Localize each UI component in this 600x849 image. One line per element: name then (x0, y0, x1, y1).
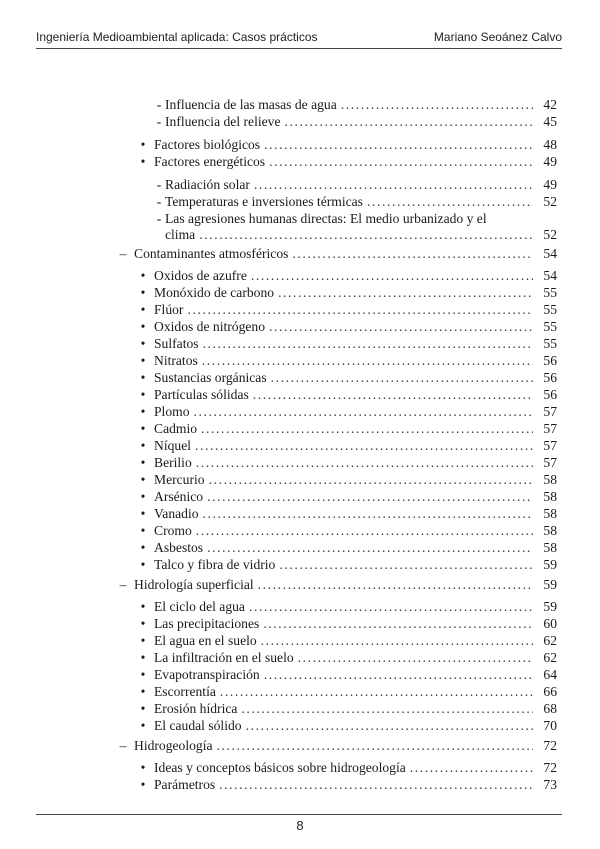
toc-title: Asbestos (154, 540, 204, 555)
toc-title: Hidrología superficial (134, 577, 254, 592)
toc-marker: • (140, 650, 146, 665)
toc-section (116, 737, 557, 754)
toc-page-number: 58 (543, 506, 557, 521)
toc-marker: – (119, 738, 127, 753)
toc-title: Oxidos de nitrógeno (154, 319, 266, 334)
toc-marker: • (140, 557, 146, 572)
toc-entry (136, 301, 557, 318)
toc-page-number: 58 (543, 523, 557, 538)
toc-marker: • (140, 285, 146, 300)
dot-leader (258, 576, 533, 593)
dot-leader (207, 539, 533, 556)
toc-marker: • (140, 387, 146, 402)
dot-leader (201, 420, 533, 437)
toc-entry (136, 522, 557, 539)
dot-leader (187, 301, 533, 318)
toc-title: Radiación solar (165, 177, 250, 192)
toc-marker: • (140, 353, 146, 368)
toc-page-number: 60 (543, 616, 557, 631)
toc-marker: • (140, 319, 146, 334)
toc-entry (136, 683, 557, 700)
toc-entry (136, 759, 557, 776)
toc-title: Las precipitaciones (154, 616, 260, 631)
toc-page-number: 55 (543, 285, 557, 300)
toc-page-number: 42 (543, 97, 557, 112)
toc-page-number: 54 (543, 246, 557, 261)
toc-page-number: 73 (543, 777, 557, 792)
toc-title: El ciclo del agua (154, 599, 245, 614)
dot-leader (271, 369, 533, 386)
toc-title: Contaminantes atmosféricos (134, 246, 289, 261)
toc-entry (136, 488, 557, 505)
toc-title: Factores biológicos (154, 137, 261, 152)
dot-leader (207, 488, 533, 505)
toc-marker: • (140, 404, 146, 419)
toc-page-number: 56 (543, 370, 557, 385)
toc-entry (136, 649, 557, 666)
toc-entry (136, 437, 557, 454)
dot-leader (196, 454, 533, 471)
dot-leader (341, 96, 533, 113)
dot-leader (195, 437, 533, 454)
dot-leader (367, 193, 533, 210)
toc-marker: • (140, 472, 146, 487)
toc-page-number: 59 (543, 557, 557, 572)
toc-title: Berilio (154, 455, 192, 470)
dot-leader (410, 759, 533, 776)
dot-leader (246, 717, 533, 734)
toc-entry (136, 700, 557, 717)
toc-entry (136, 335, 557, 352)
dot-leader (279, 556, 533, 573)
book-title: Ingeniería Medioambiental aplicada: Casos prácticos (36, 30, 318, 44)
dot-leader (220, 683, 533, 700)
toc-title: Flúor (154, 302, 184, 317)
toc-marker: • (140, 268, 146, 283)
toc-page-number: 56 (543, 387, 557, 402)
toc-marker: • (140, 489, 146, 504)
toc-title: Escorrentía (154, 684, 216, 699)
toc-marker: • (140, 137, 146, 152)
dot-leader (249, 598, 533, 615)
toc-entry (136, 598, 557, 615)
dot-leader (298, 649, 533, 666)
toc-title: Influencia del relieve (165, 114, 281, 129)
toc-page-number: 58 (543, 489, 557, 504)
toc-marker: • (140, 540, 146, 555)
toc-page-number: 57 (543, 421, 557, 436)
toc-title: Evapotranspiración (154, 667, 260, 682)
dot-leader (251, 267, 533, 284)
toc-entry (136, 386, 557, 403)
dot-leader (217, 737, 533, 754)
toc-marker: - (156, 97, 162, 112)
dot-leader (219, 776, 533, 793)
toc-page-number: 72 (543, 760, 557, 775)
toc-title: Sustancias orgánicas (154, 370, 267, 385)
toc-page-number: 57 (543, 438, 557, 453)
toc-marker: • (140, 506, 146, 521)
toc-page-number: 49 (543, 154, 557, 169)
toc-entry (136, 666, 557, 683)
dot-leader (284, 113, 533, 130)
toc-entry (136, 267, 557, 284)
toc-title: Factores energéticos (154, 154, 266, 169)
dot-leader (264, 666, 533, 683)
toc-marker: • (140, 370, 146, 385)
toc-title: Nitratos (154, 353, 198, 368)
dot-leader (196, 522, 533, 539)
toc-entry (136, 776, 557, 793)
toc-page-number: 68 (543, 701, 557, 716)
toc-title: Parámetros (154, 777, 216, 792)
toc-marker: • (140, 633, 146, 648)
toc-entry (155, 193, 557, 210)
toc-title: Vanadio (154, 506, 199, 521)
toc-entry (155, 210, 557, 227)
toc-title: Monóxido de carbono (154, 285, 275, 300)
toc-title: El agua en el suelo (154, 633, 257, 648)
toc-entry (136, 454, 557, 471)
toc-marker: - (156, 177, 162, 192)
toc-marker: • (140, 523, 146, 538)
toc-title: Níquel (154, 438, 191, 453)
toc-marker: • (140, 777, 146, 792)
toc-page-number: 52 (543, 194, 557, 209)
toc-section (116, 576, 557, 593)
toc-page-number: 58 (543, 472, 557, 487)
toc-entry (136, 420, 557, 437)
toc-title: clima (165, 227, 196, 242)
toc-entry (136, 717, 557, 734)
toc-marker: • (140, 599, 146, 614)
toc-page-number: 64 (543, 667, 557, 682)
toc-entry (136, 632, 557, 649)
footer-rule (36, 814, 562, 815)
toc-entry (136, 136, 557, 153)
dot-leader (209, 471, 533, 488)
toc-title: Plomo (154, 404, 190, 419)
toc-page-number: 57 (543, 455, 557, 470)
toc-entry (136, 539, 557, 556)
toc-page-number: 72 (543, 738, 557, 753)
toc-title: La infiltración en el suelo (154, 650, 294, 665)
dot-leader (253, 386, 533, 403)
toc-section (116, 245, 557, 262)
toc-marker: • (140, 684, 146, 699)
toc-title: El caudal sólido (154, 718, 242, 733)
toc-page-number: 57 (543, 404, 557, 419)
toc-page-number: 55 (543, 302, 557, 317)
toc-page-number: 70 (543, 718, 557, 733)
dot-leader (269, 318, 533, 335)
dot-leader (203, 335, 533, 352)
toc-title: Sulfatos (154, 336, 199, 351)
toc-page-number: 62 (543, 633, 557, 648)
toc-entry (136, 471, 557, 488)
dot-leader (263, 615, 533, 632)
toc-title: Mercurio (154, 472, 205, 487)
dot-leader (194, 403, 533, 420)
toc-title: Cadmio (154, 421, 198, 436)
toc-page-number: 59 (543, 599, 557, 614)
dot-leader (292, 245, 533, 262)
toc-marker: - (156, 194, 162, 209)
author-name: Mariano Seoánez Calvo (433, 30, 562, 44)
toc-entry (155, 226, 557, 243)
toc-marker: – (119, 577, 127, 592)
toc-page-number: 49 (543, 177, 557, 192)
toc-entry (155, 176, 557, 193)
toc-title: Cromo (154, 523, 192, 538)
dot-leader (254, 176, 533, 193)
toc-entry (136, 615, 557, 632)
toc-entry (136, 352, 557, 369)
dot-leader (264, 136, 533, 153)
toc-marker: • (140, 760, 146, 775)
toc-page-number: 66 (543, 684, 557, 699)
toc-marker: • (140, 154, 146, 169)
toc-page-number: 56 (543, 353, 557, 368)
toc-title: Influencia de las masas de agua (165, 97, 337, 112)
toc-marker: • (140, 421, 146, 436)
toc-entry (136, 153, 557, 170)
toc-page-number: 55 (543, 319, 557, 334)
toc-entry (136, 369, 557, 386)
toc-page-number: 48 (543, 137, 557, 152)
toc-marker: • (140, 438, 146, 453)
toc-marker: • (140, 455, 146, 470)
toc-marker: • (140, 667, 146, 682)
toc-title: Las agresiones humanas directas: El medio urbanizado y el (165, 211, 487, 226)
toc-marker: • (140, 336, 146, 351)
dot-leader (269, 153, 533, 170)
toc-title: Temperaturas e inversiones térmicas (165, 194, 363, 209)
toc-title: Erosión hídrica (154, 701, 238, 716)
toc-marker: – (119, 246, 127, 261)
dot-leader (199, 226, 533, 243)
page-number: 8 (296, 818, 304, 833)
toc-marker: • (140, 718, 146, 733)
toc-page-number: 54 (543, 268, 557, 283)
toc-entry (136, 505, 557, 522)
toc-page-number: 62 (543, 650, 557, 665)
dot-leader (203, 505, 533, 522)
toc-page-number: 59 (543, 577, 557, 592)
toc-title: Hidrogeología (134, 738, 213, 753)
toc-entry (136, 284, 557, 301)
toc-marker: • (140, 616, 146, 631)
toc-entry (136, 318, 557, 335)
toc-entry (155, 113, 557, 130)
toc-page-number: 52 (543, 227, 557, 242)
toc-marker: - (156, 211, 162, 226)
toc-entry (155, 96, 557, 113)
toc-title: Ideas y conceptos básicos sobre hidrogeología (154, 760, 406, 775)
toc-marker: - (156, 114, 162, 129)
dot-leader (261, 632, 533, 649)
dot-leader (241, 700, 533, 717)
toc-marker: • (140, 302, 146, 317)
toc-marker: • (140, 701, 146, 716)
toc-page-number: 45 (543, 114, 557, 129)
toc-entry (136, 403, 557, 420)
toc-title: Arsénico (154, 489, 204, 504)
toc-entry (136, 556, 557, 573)
toc-page-number: 55 (543, 336, 557, 351)
toc-page-number: 58 (543, 540, 557, 555)
dot-leader (278, 284, 533, 301)
toc-title: Partículas sólidas (154, 387, 249, 402)
toc-title: Oxidos de azufre (154, 268, 247, 283)
toc-title: Talco y fibra de vidrio (154, 557, 276, 572)
dot-leader (202, 352, 533, 369)
